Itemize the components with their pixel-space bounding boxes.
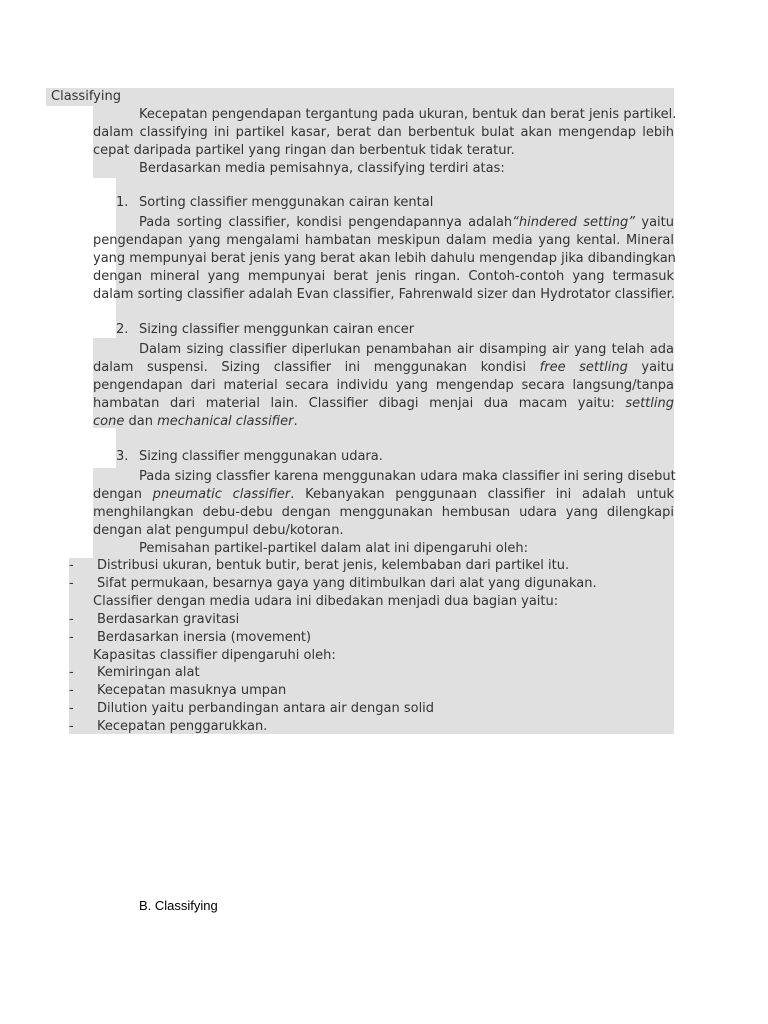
dash-bullet: - (69, 683, 74, 698)
list-title: Sizing classifier menggunkan cairan encer (139, 322, 415, 337)
item-1-paragraph (93, 214, 674, 304)
dash-item-text: Kecepatan penggarukkan. (97, 719, 268, 734)
paragraph-line: menghilangkan debu-debu dengan menggunakan hembusan udara yang dilengkapi (93, 505, 674, 520)
paragraph-line (93, 359, 674, 377)
dash-bullet: - (69, 665, 74, 680)
paragraph-line: yang mempunyai berat jenis yang berat akan lebih dahulu mengendap jika dibandingkan (93, 251, 676, 266)
paragraph-line (93, 214, 674, 232)
dash-bullet: - (69, 701, 74, 716)
text-run: dengan (93, 487, 142, 502)
air-intro-text: Classifier dengan media udara ini dibedakan menjadi dua bagian yaitu: (93, 594, 559, 609)
text-run: . Kebanyakan penggunaan classifier ini adalah untuk (290, 487, 674, 502)
paragraph-line: dengan alat pengumpul debu/kotoran. (93, 523, 344, 538)
list-title: Sizing classifier menggunakan udara. (139, 449, 383, 464)
dash-list-item (69, 557, 674, 575)
intro-line: Berdasarkan media pemisahnya, classifying terdiri atas: (139, 161, 505, 176)
paragraph-line: pengendapan yang mengalami hambatan meskipun dalam media yang kental. Mineral (93, 233, 674, 248)
item-3-paragraph (93, 468, 674, 558)
dash-list-item (69, 629, 674, 647)
dash-item-text: Berdasarkan inersia (movement) (97, 630, 312, 645)
list-number: 1. (116, 195, 129, 210)
italic-term: cone (93, 414, 125, 429)
text-run: hambatan dari material lain. Classifier dibagi menjai dua macam yaitu: (93, 396, 615, 411)
dash-list-item (69, 611, 674, 629)
dash-bullet: - (69, 612, 74, 627)
paragraph-line: Dalam sizing classifier diperlukan penambahan air disamping air yang telah ada (139, 342, 674, 357)
highlight-heading (46, 88, 674, 106)
dash-bullet: - (69, 630, 74, 645)
italic-term: pneumatic classifier (152, 487, 291, 502)
dash-list-item (69, 718, 674, 736)
list-number: 2. (116, 322, 129, 337)
list-item-2-title (93, 321, 674, 339)
text-run: yaitu (641, 215, 674, 230)
paragraph-line (93, 486, 674, 504)
dash-bullet: - (69, 558, 74, 573)
dash-bullet: - (69, 576, 74, 591)
item-2-paragraph (93, 341, 674, 431)
paragraph-line: pengendapan dari material secara individu yang mengendap secara langsung/tanpa (93, 378, 674, 393)
italic-term: settling (625, 396, 674, 411)
dash-item-text: Kemiringan alat (97, 665, 200, 680)
dash-item-text: Berdasarkan gravitasi (97, 612, 240, 627)
dash-item-text: Sifat permukaan, besarnya gaya yang ditimbulkan dari alat yang digunakan. (97, 576, 597, 591)
dash-list-item (69, 682, 674, 700)
dash-item-text: Distribusi ukuran, bentuk butir, berat jenis, kelembaban dari partikel itu. (97, 558, 570, 573)
italic-term: mechanical classifier (157, 414, 294, 429)
intro-line: Kecepatan pengendapan tergantung pada ukuran, bentuk dan berat jenis partikel. (139, 107, 677, 122)
italic-term: “hindered setting” (512, 215, 636, 230)
text-run: dan (124, 414, 158, 429)
intro-line: dalam classifying ini partikel kasar, berat dan berbentuk bulat akan mengendap lebih (93, 125, 674, 140)
text-run: . (293, 414, 298, 429)
list-item-3-title (93, 448, 674, 466)
italic-term: free settling (539, 360, 628, 375)
paragraph-line: dalam sorting classifier adalah Evan classifier, Fahrenwald sizer dan Hydrotator classifier. (93, 287, 675, 302)
text-run: dalam suspensi. Sizing classifier ini menggunakan kondisi (93, 360, 527, 375)
paragraph-line (93, 413, 674, 431)
list-number: 3. (116, 449, 129, 464)
list-item-1-title (93, 194, 674, 212)
list-title: Sorting classifier menggunakan cairan kental (139, 195, 434, 210)
paragraph-line: Pada sizing classfier karena menggunakan udara maka classifier ini sering disebut (139, 469, 676, 484)
dash-bullet: - (69, 719, 74, 734)
capacity-intro-text: Kapasitas classifier dipengaruhi oleh: (93, 648, 336, 663)
dash-item-text: Kecepatan masuknya umpan (97, 683, 287, 698)
section-heading: Classifying (51, 89, 121, 104)
dash-list-item (69, 575, 674, 593)
text-run: Pada sorting classifier, kondisi pengendapannya adalah (139, 215, 513, 230)
text-run: yaitu (641, 360, 674, 375)
dash-list-item (69, 664, 674, 682)
paragraph-line (93, 395, 674, 413)
paragraph-line: dengan mineral yang mempunyai berat jenis ringan. Contoh-contoh yang termasuk (93, 269, 674, 284)
intro-paragraph (93, 106, 677, 178)
intro-line: cepat daripada partikel yang ringan dan berbentuk tidak teratur. (93, 143, 515, 158)
dash-item-text: Dilution yaitu perbandingan antara air dengan solid (97, 701, 435, 716)
dash-list-item (69, 700, 674, 718)
footer-section-label: B. Classifying (139, 898, 218, 913)
paragraph-line: Pemisahan partikel-partikel dalam alat ini dipengaruhi oleh: (139, 541, 528, 556)
